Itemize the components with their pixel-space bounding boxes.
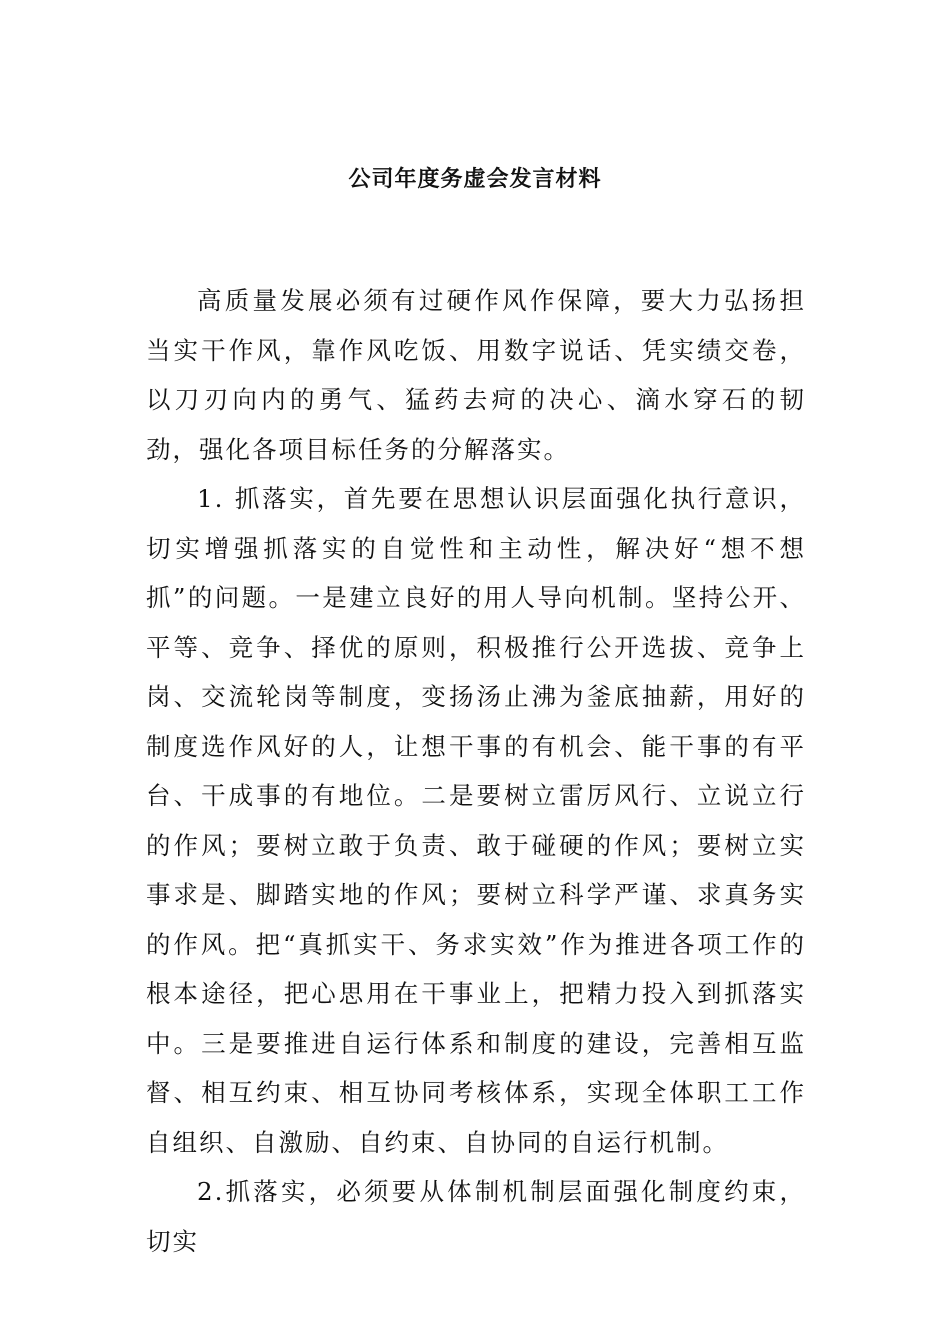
document-body: [146, 276, 806, 1266]
document-title: 公司年度务虚会发言材料: [348, 167, 602, 192]
paragraph-point-2: 2.抓落实，必须要从体制机制层面强化制度约束，切实: [146, 1177, 806, 1256]
paragraph-intro: 高质量发展必须有过硬作风作保障，要大力弘扬担当实干作风，靠作风吃饭、用数字说话、凭实绩交卷，以刀刃向内的勇气、猛药去疴的决心、滴水穿石的韧劲，强化各项目标任务的分解落实。: [146, 286, 806, 464]
paragraph-point-1: 1. 抓落实，首先要在思想认识层面强化执行意识，切实增强抓落实的自觉性和主动性，解决好“想不想抓”的问题。一是建立良好的用人导向机制。坚持公开、平等、竞争、择优的原则，积极推行公开选拔、竞争上岗、交流轮岗等制度，变扬汤止沸为釜底抽薪，用好的制度选作风好的人，让想干事的有机会、能干事的有平台、干成事的有地位。二是要树立雷厉风行、立说立行的作风；要树立敢于负责、敢于碰硬的作风；要树立实事求是、脚踏实地的作风；要树立科学严谨、求真务实的作风。把“真抓实干、务求实效”作为推进各项工作的根本途径，把心思用在干事业上，把精力投入到抓落实中。三是要推进自运行体系和制度的建设，完善相互监督、相互约束、相互协同考核体系，实现全体职工工作自组织、自激励、自约束、自协同的自运行机制。: [146, 484, 806, 1157]
